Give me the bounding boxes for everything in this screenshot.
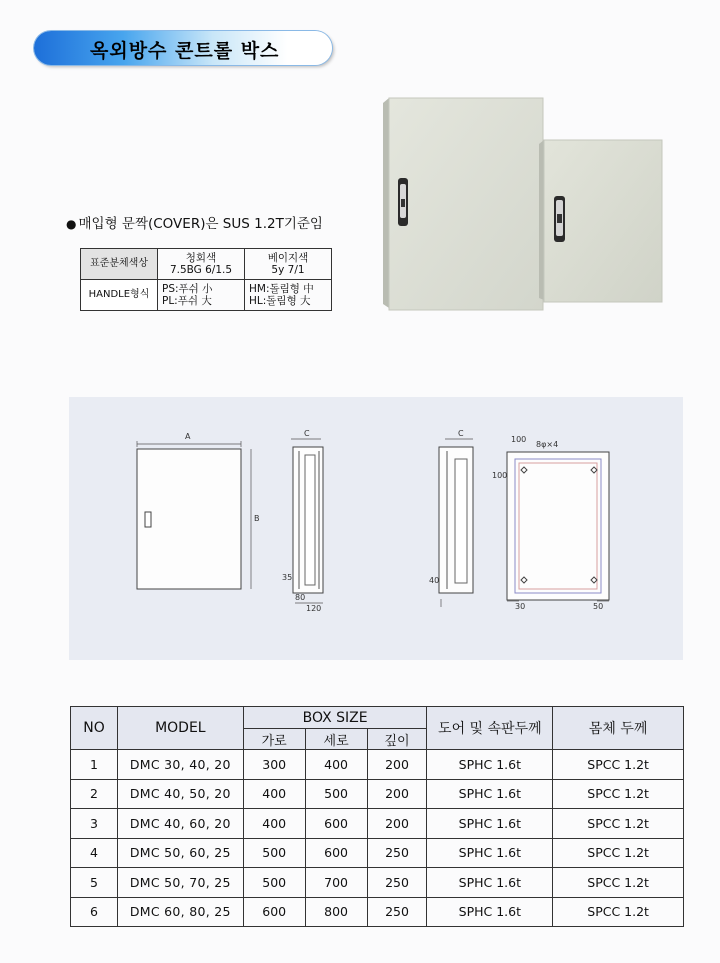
cell-model: DMC 50, 70, 25 xyxy=(117,868,243,898)
header-height: 세로 xyxy=(305,729,367,750)
handle-push xyxy=(158,280,245,311)
cell-door: SPHC 1.6t xyxy=(427,838,553,868)
bullet-icon: ● xyxy=(66,217,77,231)
cover-note-text: 매입형 문짝(COVER)은 SUS 1.2T기준임 xyxy=(78,216,323,232)
cell-width: 500 xyxy=(243,838,305,868)
cell-body: SPCC 1.2t xyxy=(553,897,684,927)
cell-depth: 200 xyxy=(367,779,427,809)
header-model: MODEL xyxy=(117,707,243,750)
dim-80: 80 xyxy=(295,593,306,602)
cell-height: 600 xyxy=(305,838,367,868)
handle-hl: HL:돌림형 大 xyxy=(249,295,311,307)
cell-door: SPHC 1.6t xyxy=(427,897,553,927)
header-width: 가로 xyxy=(243,729,305,750)
dim-label-c1: C xyxy=(304,429,310,438)
cell-door: SPHC 1.6t xyxy=(427,868,553,898)
cell-width: 400 xyxy=(243,809,305,839)
dim-40: 40 xyxy=(429,576,440,585)
cell-body: SPCC 1.2t xyxy=(553,750,684,780)
cell-no: 2 xyxy=(71,779,118,809)
cell-height: 800 xyxy=(305,897,367,927)
cell-model: DMC 40, 50, 20 xyxy=(117,779,243,809)
table-row xyxy=(71,809,684,839)
cell-depth: 250 xyxy=(367,897,427,927)
header-body-thickness: 몸체 두께 xyxy=(553,707,684,750)
cell-depth: 200 xyxy=(367,809,427,839)
header-no: NO xyxy=(71,707,118,750)
hole-spec: 8φ×4 xyxy=(536,440,559,449)
header-box-size: BOX SIZE xyxy=(243,707,427,729)
color-beige-name: 베이지색 xyxy=(267,252,309,264)
cell-model: DMC 50, 60, 25 xyxy=(117,838,243,868)
color-bluegray-code: 7.5BG 6/1.5 xyxy=(169,264,233,276)
header-depth: 깊이 xyxy=(367,729,427,750)
cell-door: SPHC 1.6t xyxy=(427,750,553,780)
cell-body: SPCC 1.2t xyxy=(553,838,684,868)
handle-hm: HM:돌림형 中 xyxy=(249,283,314,295)
cell-width: 600 xyxy=(243,897,305,927)
table-row xyxy=(71,897,684,927)
handle-pl: PL:푸쉬 大 xyxy=(162,295,212,307)
table-row xyxy=(71,779,684,809)
standard-color-label: 표준분체색상 xyxy=(81,249,158,280)
table-row xyxy=(71,838,684,868)
dim-120: 120 xyxy=(306,604,322,613)
dim-label-a: A xyxy=(185,432,191,441)
cell-height: 400 xyxy=(305,750,367,780)
spec-table xyxy=(70,706,684,927)
cell-body: SPCC 1.2t xyxy=(553,868,684,898)
cell-model: DMC 60, 80, 25 xyxy=(117,897,243,927)
cell-model: DMC 40, 60, 20 xyxy=(117,809,243,839)
cell-model: DMC 30, 40, 20 xyxy=(117,750,243,780)
cell-no: 3 xyxy=(71,809,118,839)
cell-no: 4 xyxy=(71,838,118,868)
dim-100-side: 100 xyxy=(492,471,508,480)
header-door-thickness: 도어 및 속판두께 xyxy=(427,707,553,750)
color-bluegray-name: 청회색 xyxy=(185,252,217,264)
dim-50: 50 xyxy=(593,602,604,611)
cover-note xyxy=(66,212,323,232)
page-title: 옥외방수 콘트롤 박스 xyxy=(90,40,280,62)
dim-35: 35 xyxy=(282,573,293,582)
cell-door: SPHC 1.6t xyxy=(427,809,553,839)
color-bluegray xyxy=(158,249,245,280)
cell-body: SPCC 1.2t xyxy=(553,779,684,809)
cell-depth: 200 xyxy=(367,750,427,780)
cell-height: 600 xyxy=(305,809,367,839)
dimension-drawing xyxy=(69,397,683,660)
table-row xyxy=(71,750,684,780)
cell-body: SPCC 1.2t xyxy=(553,809,684,839)
cell-no: 1 xyxy=(71,750,118,780)
cell-height: 500 xyxy=(305,779,367,809)
cell-width: 300 xyxy=(243,750,305,780)
color-handle-table xyxy=(80,248,332,311)
handle-ps: PS:푸쉬 小 xyxy=(162,283,213,295)
cell-width: 500 xyxy=(243,868,305,898)
dim-100-top: 100 xyxy=(511,435,527,444)
dim-30: 30 xyxy=(515,602,526,611)
cell-no: 6 xyxy=(71,897,118,927)
cell-no: 5 xyxy=(71,868,118,898)
cell-height: 700 xyxy=(305,868,367,898)
handle-rotate xyxy=(245,280,332,311)
dim-label-b: B xyxy=(254,514,260,523)
dim-label-c2: C xyxy=(458,429,464,438)
table-row xyxy=(71,868,684,898)
color-beige-code: 5y 7/1 xyxy=(271,264,305,276)
cell-door: SPHC 1.6t xyxy=(427,779,553,809)
cell-depth: 250 xyxy=(367,868,427,898)
cell-width: 400 xyxy=(243,779,305,809)
cell-depth: 250 xyxy=(367,838,427,868)
color-beige xyxy=(245,249,332,280)
handle-type-label: HANDLE형식 xyxy=(81,280,158,311)
